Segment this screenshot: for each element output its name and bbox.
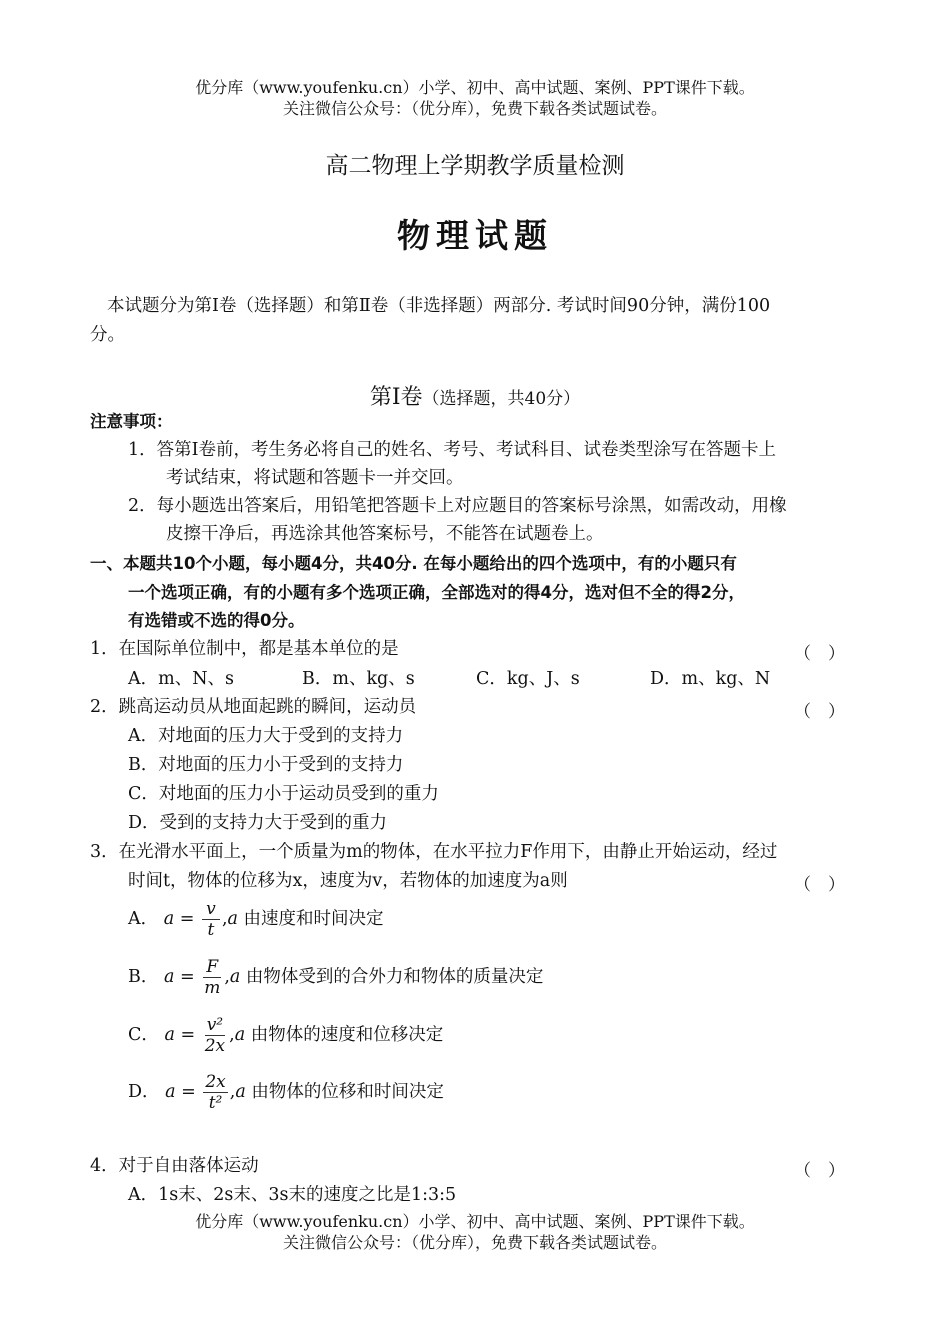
q1-option-d: D．m、kg、N [650,669,771,689]
q3-option-a-label: A． [128,909,159,929]
volume-note: （选择题，共40分） [422,389,581,409]
q3-option-a-numerator: v [202,900,220,920]
q3-option-a-symbol: a [227,909,238,929]
q1-answer-paren: （ ） [794,644,845,664]
q3-option-d-lhs: a [165,1082,176,1102]
q3-option-a-text: 由速度和时间决定 [243,909,384,929]
notice-2-line-1: 2．每小题选出答案后，用铅笔把答题卡上对应题目的答案标号涂黑，如需改动，用橡 [128,496,787,516]
q3-option-b: B． a = $\frac{F}{m}$ ,a 由物体受到的合外力和物体的质量决定 [128,957,544,998]
section-1-line-3: 有选错或不选的得0分。 [128,611,305,630]
notice-2-line-2: 皮擦干净后，再选涂其他答案标号，不能答在试题卷上。 [166,524,604,544]
exam-subtitle: 高二物理上学期教学质量检测 [325,153,625,179]
q3-option-a-fraction [202,900,220,939]
q3-option-b-label: B． [128,967,159,987]
q3-option-c-symbol: a [234,1025,246,1045]
section-1-line-1: 一、本题共10个小题，每小题4分，共40分. 在每小题给出的四个选项中，有的小题只有 [90,554,737,573]
q3-option-c-lhs: a [164,1025,175,1045]
notice-1-line-1: 1．答第I卷前，考生务必将自己的姓名、考号、考试科目、试卷类型涂写在答题卡上 [128,440,777,460]
q3-option-c-fraction [203,1016,227,1055]
volume-heading [0,380,950,411]
q3-option-d-text: 由物体的位移和时间决定 [251,1082,444,1102]
q3-option-d-denominator: t² [208,1093,223,1113]
intro-line-2: 分。 [90,325,125,345]
q3-option-d-fraction [203,1073,227,1112]
q3-option-b-denominator: m [204,978,221,998]
q2-stem: 2．跳高运动员从地面起跳的瞬间，运动员 [90,697,417,717]
q3-option-c-text: 由物体的速度和位移决定 [250,1025,444,1045]
intro-line-1: 本试题分为第Ⅰ卷（选择题）和第Ⅱ卷（非选择题）两部分. 考试时间90分钟，满份100 [107,296,771,316]
q3-option-a-denominator: t [207,920,215,940]
q4-answer-paren: （ ） [794,1161,845,1181]
footer-line-2: 关注微信公众号：（优分库），免费下载各类试题试卷。 [282,1233,667,1252]
header-line-2: 关注微信公众号：（优分库），免费下载各类试题试卷。 [282,99,667,118]
q3-option-c: C． a = $\frac{\text{v²}}{2x}$ ,a 由物体的速度和位移决定 [128,1015,444,1056]
q3-option-b-fraction [202,958,222,997]
q3-option-d-numerator: 2x [205,1072,226,1092]
q3-option-c-label: C． [128,1025,159,1045]
q1-option-c: C．kg、J、s [476,669,580,689]
q2-option-d: D．受到的支持力大于受到的重力 [128,813,388,833]
q1-stem: 1．在国际单位制中，都是基本单位的是 [90,639,399,659]
q3-option-c-denominator: 2x [204,1036,226,1056]
q3-option-d-label: D． [128,1082,160,1102]
q2-answer-paren: （ ） [794,702,845,722]
footer-line-1: 优分库（www.youfenku.cn）小学、初中、高中试题、案例、PPT课件下载。 [195,1212,755,1231]
notice-heading: 注意事项： [90,412,173,431]
q3-option-c-numerator: v² [206,1015,224,1035]
q2-option-a: A．对地面的压力大于受到的支持力 [128,726,404,746]
section-1-line-2: 一个选项正确，有的小题有多个选项正确，全部选对的得4分，选对但不全的得2分， [128,583,745,602]
q4-stem: 4．对于自由落体运动 [90,1156,259,1176]
q3-option-b-lhs: a [163,967,175,987]
q3-option-a: A． a = $\frac{v}{t}$ ,a 由速度和时间决定 [128,899,384,940]
q3-stem-line-2: 时间t，物体的位移为x，速度为v，若物体的加速度为a则 [128,871,568,891]
volume-label: 第Ⅰ卷 [369,385,423,410]
q3-option-d: D． a = $\frac{2x}{\text{t²}}$ ,a 由物体的位移和时间决定 [128,1072,444,1113]
q4-option-a: A．1s末、2s末、3s末的速度之比是1:3:5 [128,1185,457,1205]
q2-option-c: C．对地面的压力小于运动员受到的重力 [128,784,439,804]
q1-option-a: A．m、N、s [128,669,235,689]
q3-option-d-symbol: a [235,1082,246,1102]
header-line-1: 优分库（www.youfenku.cn）小学、初中、高中试题、案例、PPT课件下载。 [195,78,755,97]
q3-option-b-numerator: F [203,958,221,978]
notice-1-line-2: 考试结束，将试题和答题卡一并交回。 [166,468,464,488]
q1-option-b: B．m、kg、s [302,669,415,689]
q3-option-a-lhs: a [163,909,175,929]
q3-stem-line-1: 3．在光滑水平面上，一个质量为m的物体，在水平拉力F作用下，由静止开始运动，经过 [90,842,778,862]
exam-title: 物理试题 [397,216,553,255]
q3-answer-paren: （ ） [794,875,845,895]
q3-option-b-text: 由物体受到的合外力和物体的质量决定 [245,967,544,987]
q3-option-b-symbol: a [229,967,241,987]
q2-option-b: B．对地面的压力小于受到的支持力 [128,755,404,775]
